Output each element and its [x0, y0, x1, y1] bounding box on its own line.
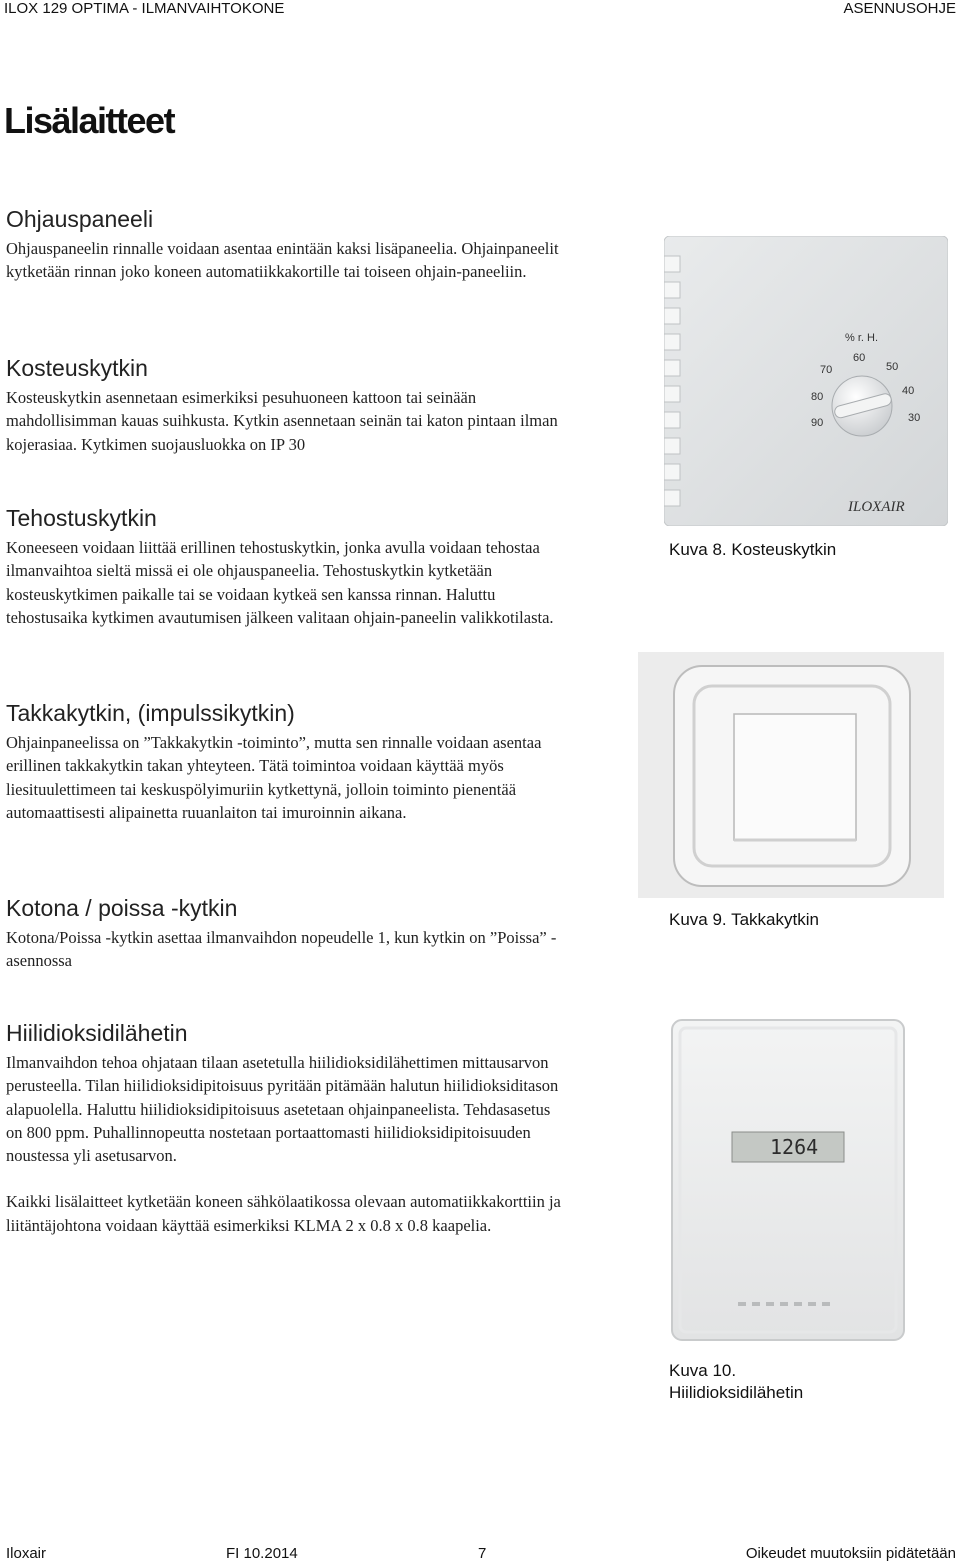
section-heading: Kosteuskytkin: [6, 355, 148, 381]
header-doc-type: ASENNUSOHJE: [843, 0, 956, 17]
section-heading: Takkakytkin, (impulssikytkin): [6, 700, 295, 726]
humidity-switch-image: [664, 236, 948, 526]
co2-display-value: 1264: [770, 1135, 819, 1159]
section-control-panel: [6, 206, 566, 284]
section-text: Kotona/Poissa -kytkin asettaa ilmanvaihdon nopeudelle 1, kun kytkin on ”Poissa” -asennossa: [6, 928, 557, 971]
footer-rights: Oikeudet muutoksiin pidätetään: [745, 1545, 956, 1562]
section-co2-transmitter: [6, 1020, 566, 1237]
dial-mark: 60: [853, 352, 866, 364]
figure-caption: Kuva 9. Takkakytkin: [669, 910, 819, 929]
footer-brand: Iloxair: [6, 1545, 47, 1562]
dial-mark: 50: [886, 361, 899, 373]
section-heading: Tehostuskytkin: [6, 505, 157, 531]
footer-edition: FI 10.2014: [226, 1545, 298, 1562]
header-product: ILOX 129 OPTIMA - ILMANVAIHTOKONE: [4, 0, 285, 17]
page-footer: [0, 1545, 960, 1565]
section-fireplace-switch: [6, 700, 566, 824]
section-heading: Ohjauspaneeli: [6, 206, 154, 232]
section-heading: Kotona / poissa -kytkin: [6, 895, 238, 921]
section-text: Ilmanvaihdon tehoa ohjataan tilaan asetetulla hiilidioksidilähettimen mittausarvon perusteella. Tilan hiilidioksidipitoisuus pyritään pitämään halutun hiilidioksiditason alapuolella. Haluttu hiilidioksidipitoisuus asetetaan ohjainpaneelista. Tehdasasetus on 800 ppm. Puhallinnopeutta nostetaan portaattomasti hiilidioksidipitoisuuden noustessa yli asetusarvon.: [6, 1053, 559, 1166]
dial-mark: 70: [820, 364, 833, 376]
section-text: Ohjainpaneelissa on ”Takkakytkin -toiminto”, mutta sen rinnalle voidaan asentaa erillinen takkakytkin takan yhteyteen. Tätä toimintoa voidaan käyttää myös liesituulettimeen tai keskuspölyimuriin kytkettynä, jolloin toiminto pienentää automaattisesti alipainetta ruuanlaiton tai imuroinnin aikana.: [6, 733, 542, 822]
fireplace-switch-image: [638, 652, 944, 898]
section-home-away-switch: [6, 895, 566, 973]
section-text: Ohjauspaneelin rinnalle voidaan asentaa enintään kaksi lisäpaneelia. Ohjainpaneelit kytketään rinnan joko koneen automatiikkakortille tai toiseen ohjain-paneeliin.: [6, 239, 559, 282]
section-heading: Hiilidioksidilähetin: [6, 1020, 188, 1046]
page-title: Lisälaitteet: [4, 100, 175, 141]
dial-mark: 80: [811, 391, 824, 403]
figure-caption: Kuva 8. Kosteuskytkin: [669, 540, 837, 559]
brand-logo: ILOXAIR: [848, 499, 905, 515]
co2-transmitter-image: [666, 1018, 910, 1344]
footer-page-number: 7: [478, 1545, 487, 1562]
section-humidity-switch: [6, 355, 566, 456]
page-header: [0, 0, 960, 20]
caption-line: Kuva 10.: [669, 1361, 737, 1380]
section-boost-switch: [6, 505, 566, 629]
dial-mark: 90: [811, 417, 824, 429]
dial-mark: 40: [902, 385, 915, 397]
dial-mark: 30: [908, 412, 921, 424]
section-text: Kaikki lisälaitteet kytketään koneen sähkölaatikossa olevaan automatiikkakorttiin ja liitäntäjohtona voidaan käyttää esimerkiksi KLMA 2 x 0.8 x 0.8 kaapelia.: [6, 1192, 561, 1235]
dial-unit-label: % r. H.: [845, 332, 879, 344]
section-text: Koneeseen voidaan liittää erillinen tehostuskytkin, jonka avulla voidaan tehostaa ilmanvaihtoa sieltä missä ei ole ohjauspaneelia. Tehostuskytkin kytketään kosteuskytkimen paikalle tai se voidaan kytkeä sen kanssa rinnan. Haluttu tehostusaika kytkimen avautumisen jälkeen valitaan ohjain-paneelin valikkotilasta.: [6, 538, 554, 627]
caption-line: Hiilidioksidilähetin: [669, 1383, 804, 1402]
section-text: Kosteuskytkin asennetaan esimerkiksi pesuhuoneen kattoon tai seinään mahdollisimman kauas suihkusta. Kytkin asennetaan seinän tai katon pintaan ilman kojerasiaa. Kytkimen suojausluokka on IP 30: [6, 388, 558, 454]
figure-caption: [669, 1360, 803, 1404]
